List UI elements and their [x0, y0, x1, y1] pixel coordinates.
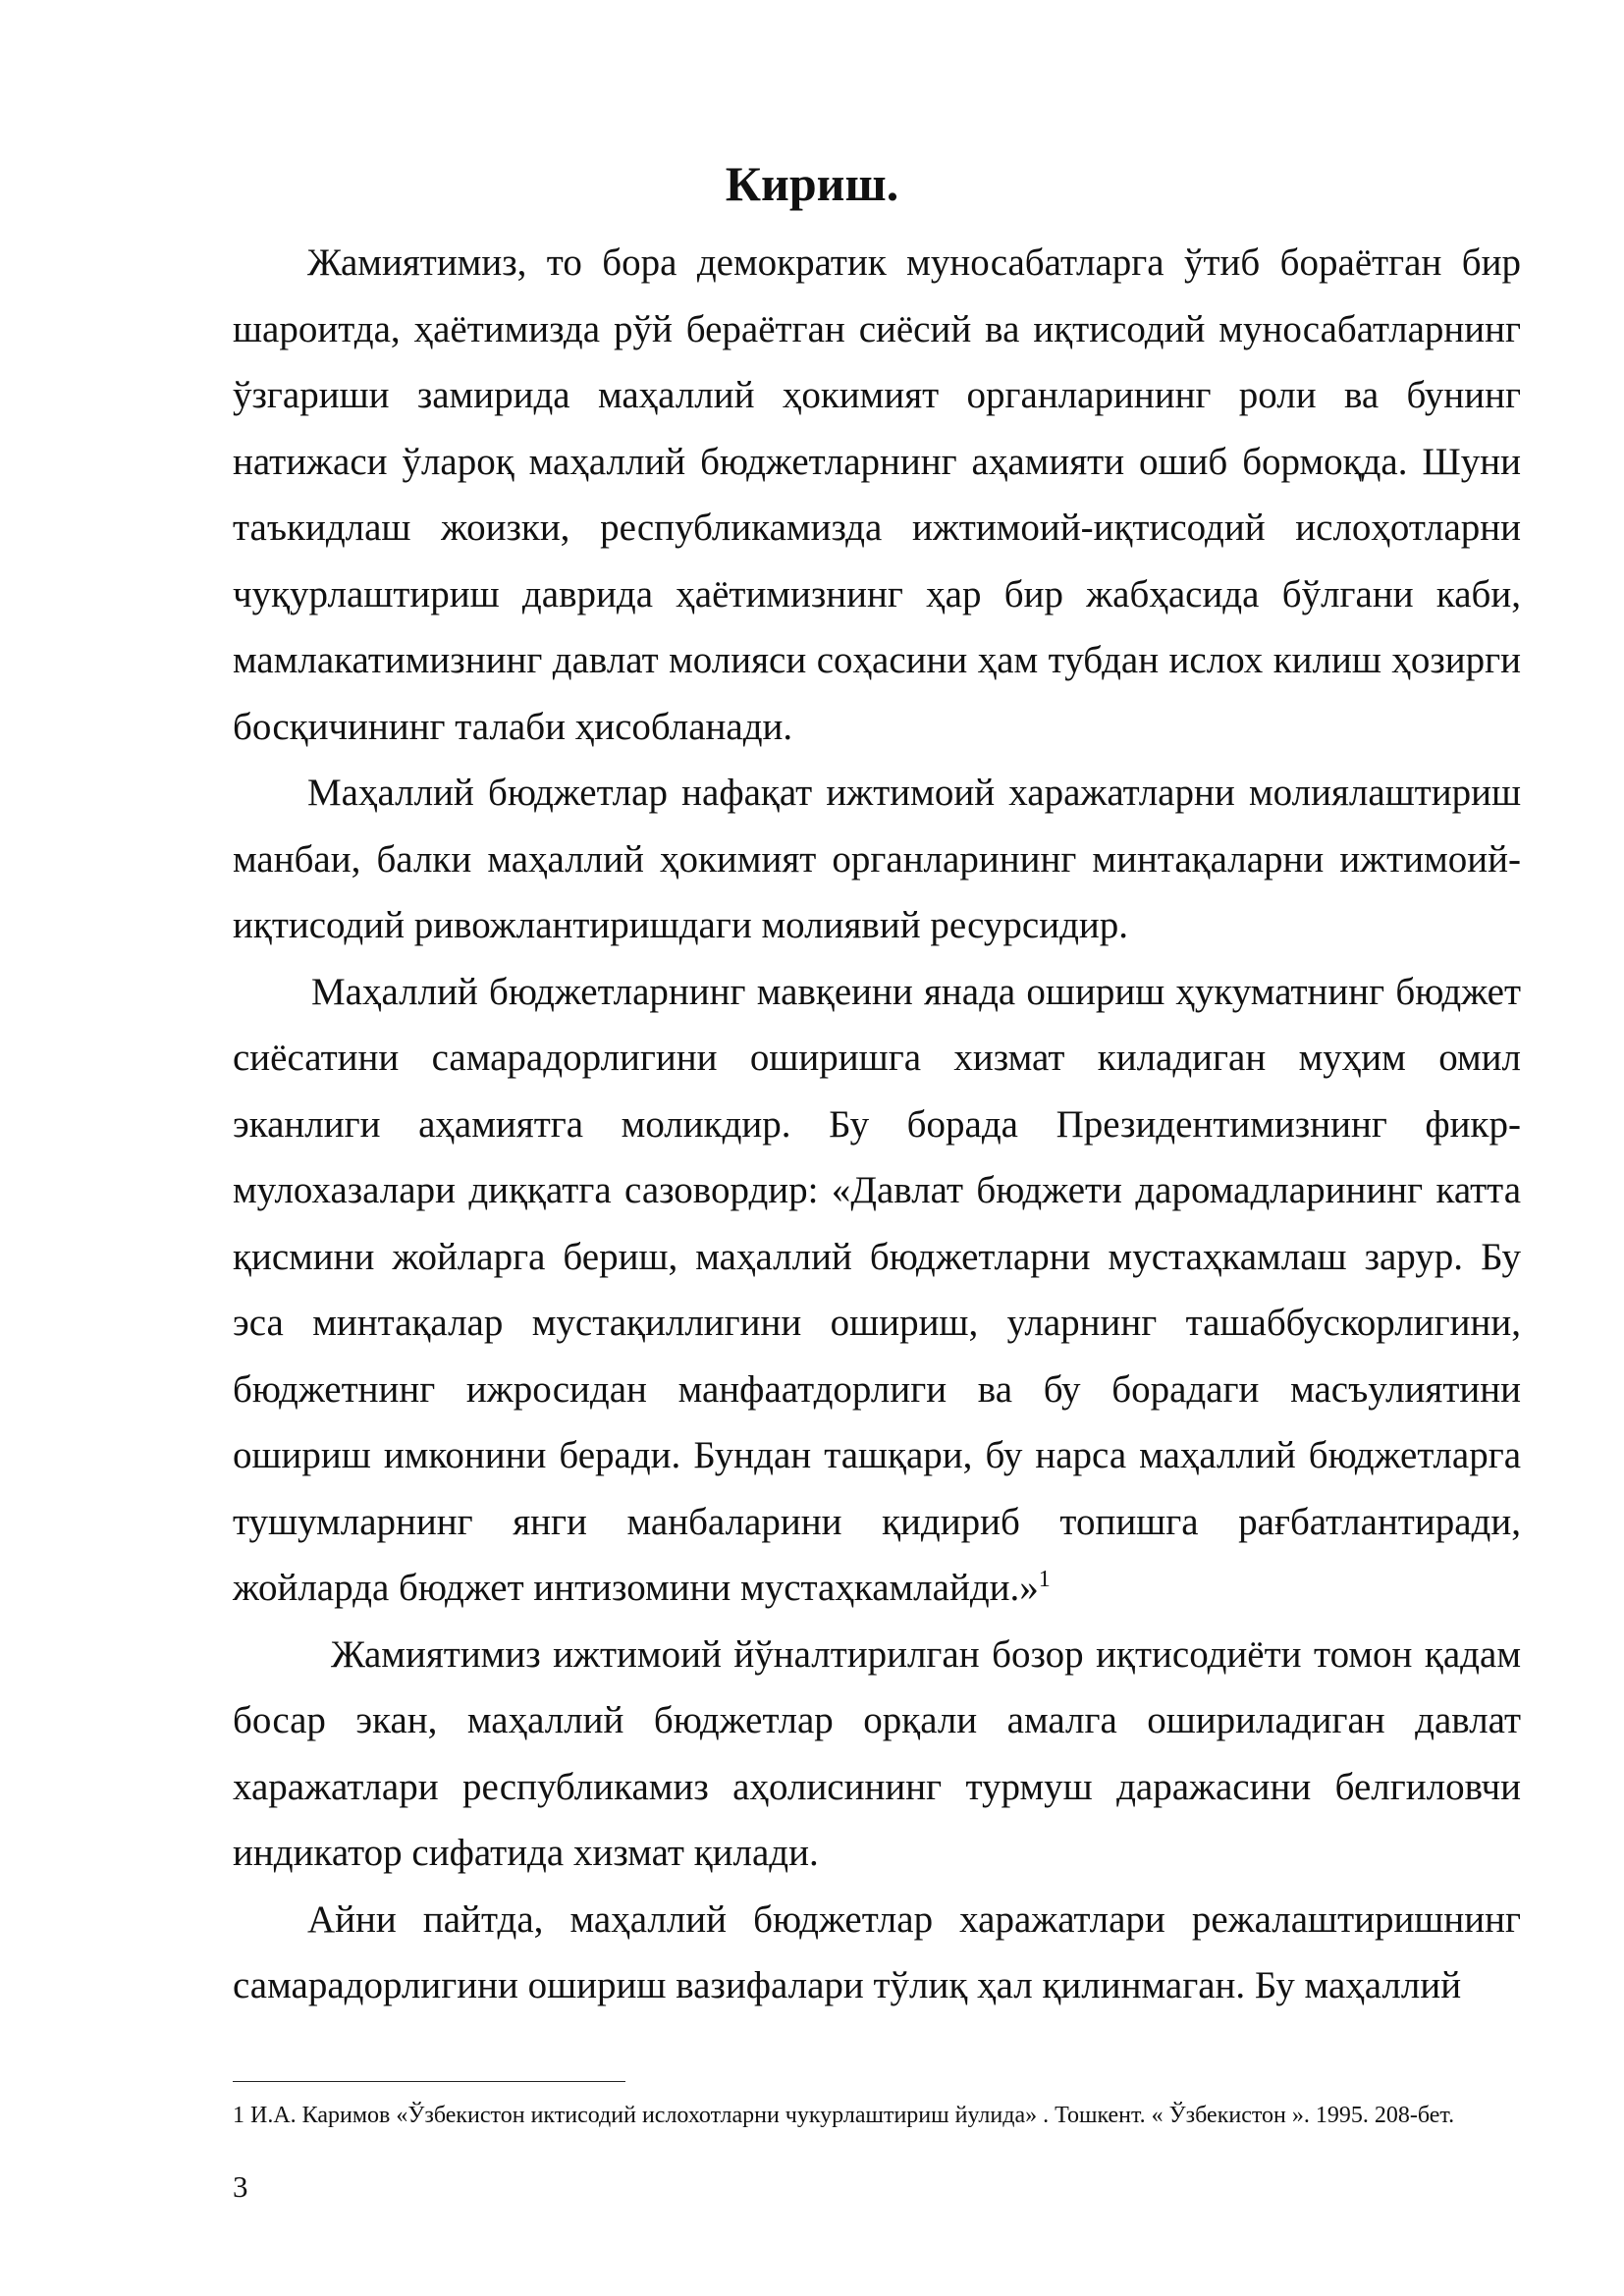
page-title: Кириш.	[725, 156, 899, 211]
footnote-reference[interactable]: 1	[1038, 1567, 1051, 1592]
footnote-separator	[233, 2081, 625, 2082]
paragraph-2: Маҳаллий бюджетлар нафақат ижтимоий харажатларни молиялаштириш манбаи, балки маҳаллий ҳокимият органларининг минтақаларни ижтимоий-иқтисодий ривожлантиришдаги молиявий ресурсидир.	[233, 772, 1521, 946]
paragraph-3	[233, 959, 1521, 1622]
paragraph-1: Жамиятимиз, то бора демократик муносабатларга ўтиб бораётган бир шароитда, ҳаётимизда рўй бераётган сиёсий ва иқтисодий муносабатларнинг ўзгариши замирида маҳаллий ҳокимият органларининг роли ва бунинг натижаси ўлароқ маҳаллий бюджетларнинг аҳамияти ошиб бормоқда. Шуни таъкидлаш жоизки, республикамизда ижтимоий-иқтисодий ислоҳотларни чуқурлаштириш даврида ҳаётимизнинг ҳар бир жабҳасида бўлгани каби, мамлакатимизнинг давлат молияси соҳасини ҳам тубдан ислох килиш ҳозирги босқичининг талаби ҳисобланади.	[233, 241, 1521, 748]
page-number: 3	[233, 2169, 248, 2204]
footnote: 1 И.А. Каримов «Ўзбекистон иктисодий ислохотларни чукурлаштириш йулида» . Тошкент. « Ўзбекистон ». 1995. 208-бет.	[233, 2103, 1455, 2128]
body-text	[233, 230, 1521, 2019]
paragraph-5: Айни пайтда, маҳаллий бюджетлар харажатлари режалаштиришнинг самарадорлигини ошириш вазифалари тўлиқ ҳал қилинмаган. Бу маҳаллий	[233, 1897, 1521, 2006]
paragraph-4: Жамиятимиз ижтимоий йўналтирилган бозор иқтисодиёти томон қадам босар экан, маҳаллий бюджетлар орқали амалга ошириладиган давлат харажатлари республикамиз аҳолисининг турмуш даражасини белгиловчи индикатор сифатида хизмат қилади.	[233, 1632, 1521, 1874]
paragraph-3-text: Маҳаллий бюджетларнинг мавқеини янада ошириш ҳукуматнинг бюджет сиёсатини самарадорлигини оширишга хизмат киладиган муҳим омил эканлиги аҳамиятга моликдир. Бу борада Президентимизнинг фикр-мулохазалари диққатга сазовордир: «Давлат бюджети даромадларининг катта қисмини жойларга бериш, маҳаллий бюджетларни мустаҳкамлаш зарур. Бу эса минтақалар мустақиллигини ошириш, уларнинг ташаббускорлигини, бюджетнинг ижросидан манфаатдорлиги ва бу борадаги масъулиятини ошириш имконини беради. Бундан ташқари, бу нарса маҳаллий бюджетларга тушумларнинг янги манбаларини қидириб топишга рағбатлантиради, жойларда бюджет интизомини мустаҳкамлайди.»	[233, 970, 1521, 1609]
